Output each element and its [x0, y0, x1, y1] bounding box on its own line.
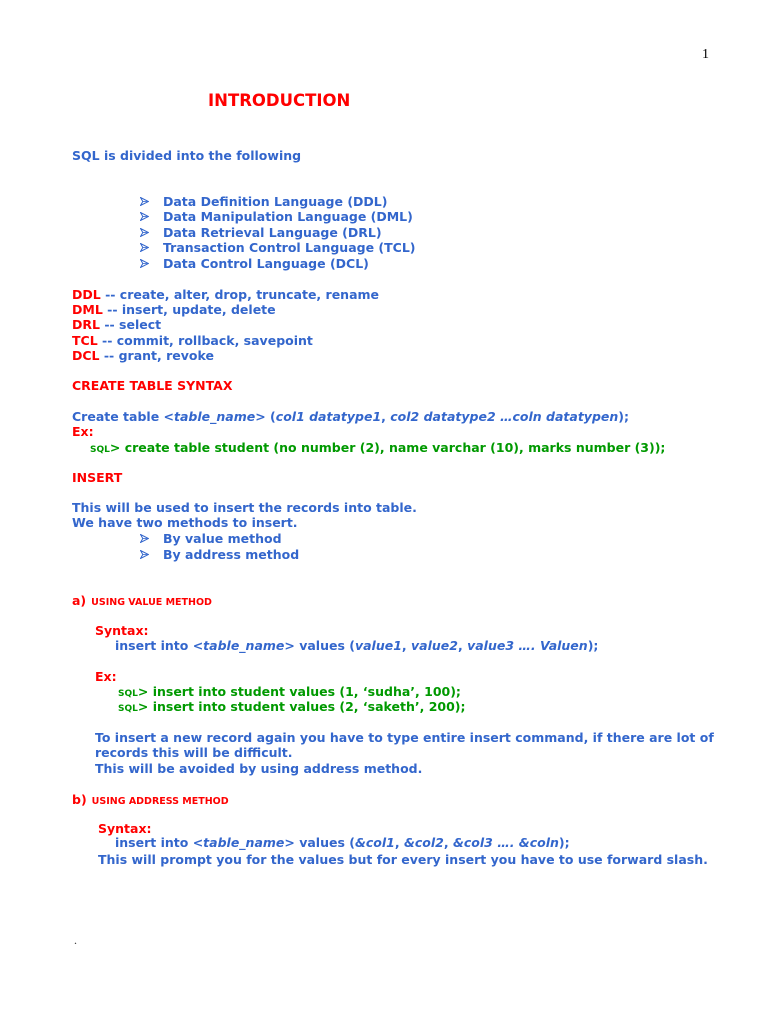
sql-example: [90, 440, 665, 458]
sql-prompt: SQL: [118, 689, 138, 699]
arrow-bullet-icon: [140, 259, 149, 268]
list-item: [140, 256, 369, 271]
example-label: Ex:: [95, 669, 117, 684]
syntax-placeholder: col1 datatype1: [275, 409, 382, 424]
insert-description: We have two methods to insert.: [72, 515, 298, 530]
section-marker: a): [72, 593, 87, 608]
command-abbr: DML: [72, 302, 103, 317]
list-item: [140, 531, 282, 546]
sql-prompt: SQL: [118, 704, 138, 714]
arrow-bullet-icon: [140, 228, 149, 237]
list-item: [140, 209, 413, 224]
syntax-segment: ,: [381, 409, 391, 424]
syntax-segment: ,: [394, 835, 404, 850]
syntax-placeholder: value3 …. Valuen: [467, 638, 588, 653]
sql-command: > create table student (no number (2), name varchar (10), marks number (3));: [109, 440, 666, 455]
syntax-placeholder: &col2: [403, 835, 444, 850]
command-desc: -- commit, rollback, savepoint: [97, 333, 313, 348]
sql-prompt: SQL: [90, 445, 110, 455]
address-method-heading: [72, 792, 229, 809]
syntax-placeholder: table_name: [203, 638, 285, 653]
footer-mark: .: [74, 933, 77, 947]
syntax-placeholder: col2 datatype2 …coln datatypen: [390, 409, 619, 424]
list-item: [140, 240, 416, 255]
syntax-placeholder: table_name: [203, 835, 285, 850]
address-insert-syntax: [115, 835, 570, 850]
command-definition: [72, 317, 161, 332]
page-number: 1: [702, 47, 709, 62]
arrow-bullet-icon: [140, 243, 149, 252]
list-item-label: Data Control Language (DCL): [163, 256, 369, 271]
syntax-segment: insert into <: [115, 638, 204, 653]
syntax-placeholder: table_name: [174, 409, 256, 424]
command-abbr: DCL: [72, 348, 100, 363]
command-desc: -- create, alter, drop, truncate, rename: [100, 287, 380, 302]
address-method-note: This will prompt you for the values but for every insert you have to use forward slash.: [98, 852, 708, 867]
command-definition: [72, 302, 276, 317]
command-definition: [72, 348, 214, 363]
command-definition: [72, 333, 313, 348]
syntax-label: Syntax:: [98, 821, 152, 836]
syntax-segment: insert into <: [115, 835, 204, 850]
syntax-segment: > (: [255, 409, 276, 424]
syntax-segment: );: [618, 409, 629, 424]
syntax-segment: > values (: [284, 638, 355, 653]
value-method-note: This will be avoided by using address method.: [95, 761, 423, 776]
list-item: [140, 225, 382, 240]
list-item: [140, 194, 388, 209]
list-item-label: Transaction Control Language (TCL): [163, 240, 416, 255]
syntax-placeholder: &col3 …. &coln: [452, 835, 559, 850]
syntax-segment: );: [587, 638, 599, 653]
list-item: [140, 547, 300, 562]
syntax-segment: ,: [457, 638, 468, 653]
insert-description: This will be used to insert the records into table.: [72, 500, 417, 515]
sql-example: [118, 699, 466, 717]
list-item-label: Data Definition Language (DDL): [163, 194, 388, 209]
syntax-segment: Create table <: [72, 409, 175, 424]
arrow-bullet-icon: [140, 212, 149, 221]
arrow-bullet-icon: [140, 534, 149, 543]
section-marker: b): [72, 792, 87, 807]
list-item-label: By value method: [163, 531, 282, 546]
syntax-placeholder: value1: [354, 638, 402, 653]
syntax-placeholder: &col1: [354, 835, 395, 850]
list-item-label: Data Manipulation Language (DML): [163, 209, 413, 224]
command-abbr: DRL: [72, 317, 100, 332]
value-insert-syntax: [115, 638, 598, 653]
create-table-heading: CREATE TABLE SYNTAX: [72, 378, 233, 393]
command-abbr: TCL: [72, 333, 98, 348]
syntax-placeholder: value2: [411, 638, 458, 653]
sql-command: > insert into student values (1, ‘sudha’, 100);: [137, 684, 461, 699]
syntax-segment: > values (: [284, 835, 355, 850]
create-table-syntax: [72, 409, 629, 424]
command-desc: -- grant, revoke: [99, 348, 214, 363]
list-item-label: By address method: [163, 547, 300, 562]
command-desc: -- insert, update, delete: [102, 302, 276, 317]
syntax-segment: ,: [443, 835, 453, 850]
arrow-bullet-icon: [140, 550, 149, 559]
sql-command: > insert into student values (2, ‘saketh’, 200);: [137, 699, 466, 714]
value-method-heading: [72, 593, 212, 610]
example-label: Ex:: [72, 424, 94, 439]
value-method-note: records this will be difficult.: [95, 745, 293, 760]
insert-heading: INSERT: [72, 470, 123, 485]
syntax-label: Syntax:: [95, 623, 149, 638]
command-abbr: DDL: [72, 287, 101, 302]
section-title: USING ADDRESS METHOD: [91, 796, 229, 807]
section-title: USING VALUE METHOD: [91, 597, 212, 608]
command-desc: -- select: [99, 317, 162, 332]
syntax-segment: ,: [401, 638, 412, 653]
value-method-note: To insert a new record again you have to type entire insert command, if there are lot of: [95, 730, 714, 745]
intro-text: SQL is divided into the following: [72, 148, 302, 163]
arrow-bullet-icon: [140, 197, 149, 206]
syntax-segment: );: [558, 835, 570, 850]
page-title: INTRODUCTION: [208, 91, 351, 110]
command-definition: [72, 287, 379, 302]
list-item-label: Data Retrieval Language (DRL): [163, 225, 382, 240]
